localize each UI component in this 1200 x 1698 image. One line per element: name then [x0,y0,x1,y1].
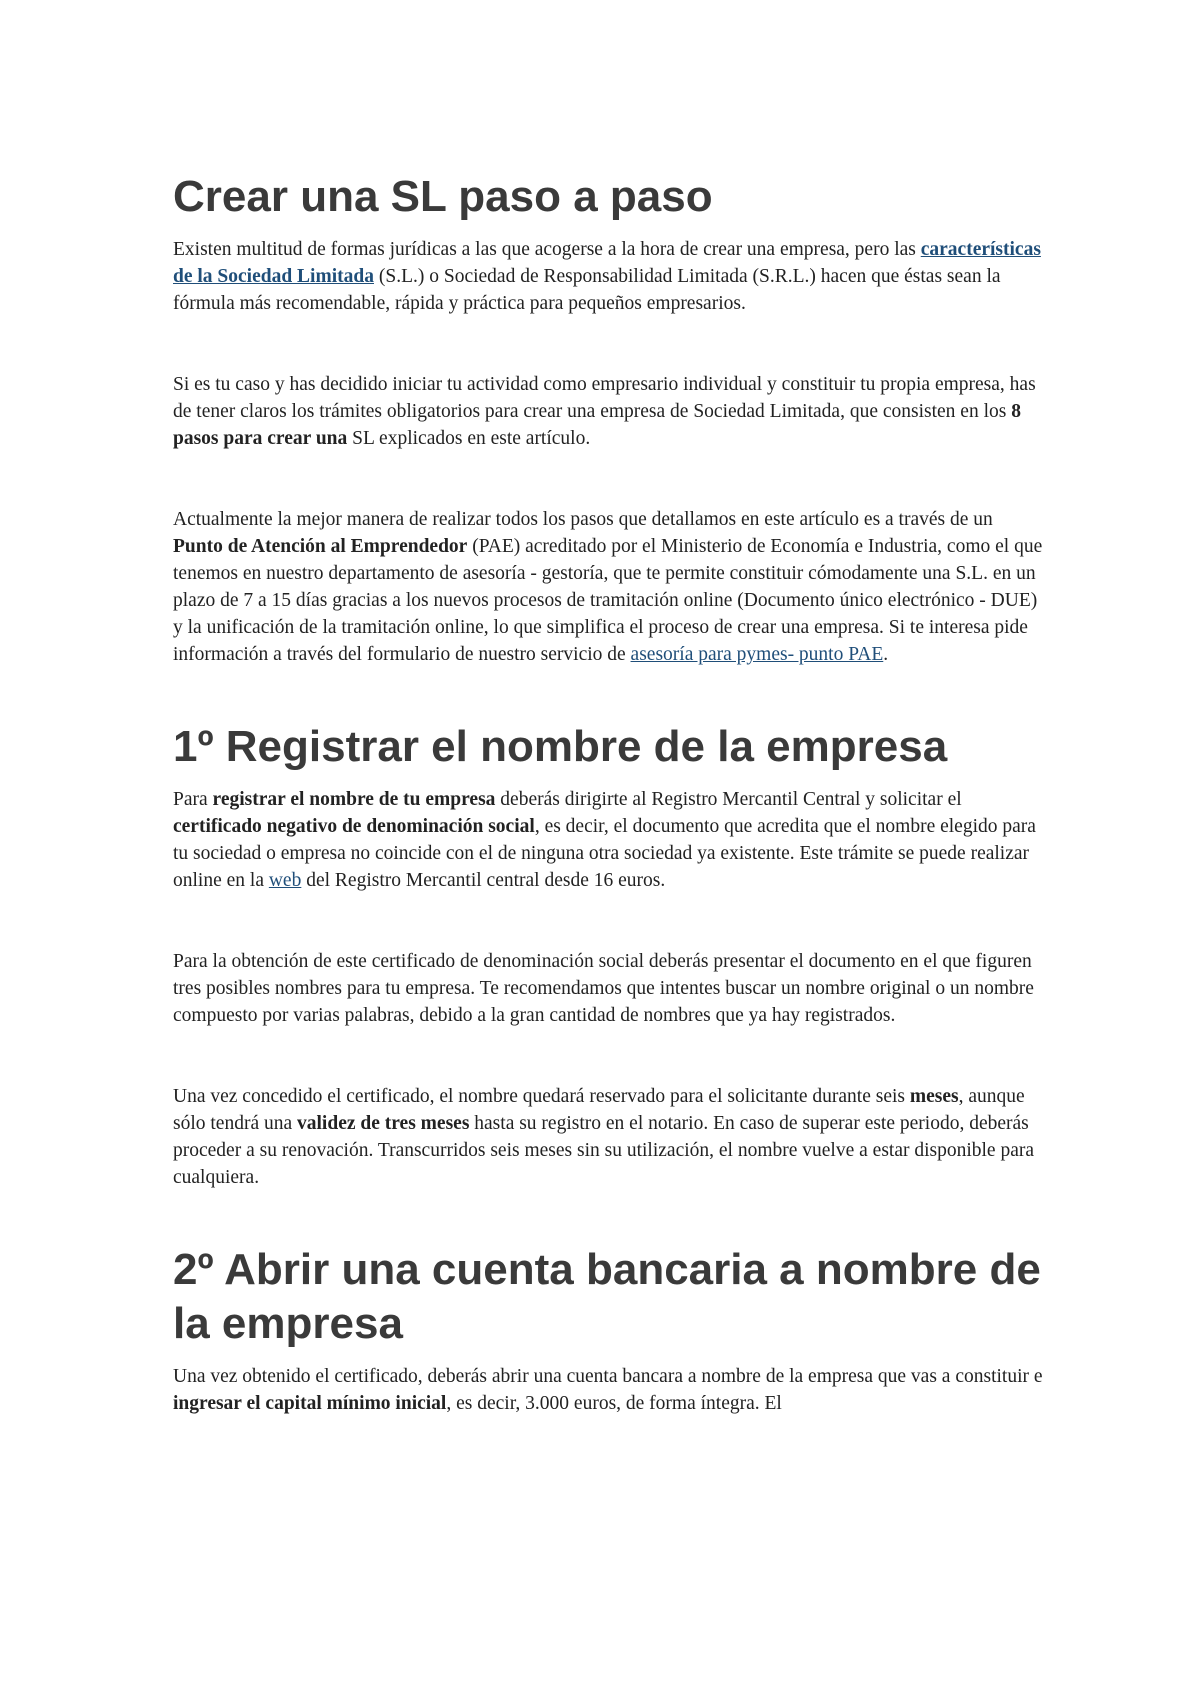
spacer [173,452,1043,506]
intro-paragraph-1 [173,236,1043,317]
bold-run: 8 pasos para crear una [173,401,1021,449]
text-run: Para la obtención de este certificado de denominación social deberás presentar el documento en el que figuren tres posibles nombres para tu empresa. Te recomendamos que intentes buscar un nombre original o un nombre compuesto por varias palabras, debido a la gran cantidad de nombres que ya hay registrados. [173,951,1034,1026]
link-registro-web[interactable]: web [268,870,302,891]
section-1-paragraph-1 [173,786,1043,894]
text-run: Si es tu caso y has decidido iniciar tu actividad como empresario individual y constituir tu propia empresa, has de tener claros los trámites obligatorios para crear una empresa de Sociedad Limitada, que consisten en los [173,374,1036,422]
bold-run: meses [909,1086,959,1107]
section-1-paragraph-2 [173,948,1043,1029]
spacer [173,1029,1043,1083]
text-run: Una vez concedido el certificado, el nombre quedará reservado para el solicitante durante seis [173,1086,910,1107]
spacer [173,894,1043,948]
text-run: . [883,644,889,665]
bold-run: certificado negativo de denominación social [173,816,535,837]
section-2-paragraph-1 [173,1363,1043,1417]
bold-run: validez de tres meses [297,1113,470,1134]
spacer [173,317,1043,371]
link-caracteristicas-sl[interactable]: características de la Sociedad Limitada [173,239,1041,287]
intro-paragraph-3 [173,506,1043,668]
section-1-paragraph-3 [173,1083,1043,1191]
text-run: Actualmente la mejor manera de realizar todos los pasos que detallamos en este artículo es a través de un [173,509,993,530]
document-page [173,170,1043,1417]
text-run: del Registro Mercantil central desde 16 euros. [301,870,666,891]
bold-run: registrar el nombre de tu empresa [212,789,496,810]
text-run: , es decir, 3.000 euros, de forma íntegra. El [446,1393,782,1414]
text-run: Para [173,789,213,810]
page-title: Crear una SL paso a paso [173,172,713,221]
text-run: (PAE) acreditado por el Ministerio de Economía e Industria, como el que tenemos en nuestro departamento de asesoría - gestoría, que te permite constituir cómodamente una S.L. en un plazo de 7 a 15 días gracias a los nuevos procesos de tramitación online (Documento único electrónico - DUE) y la unificación de la tramitación online, lo que simplifica el proceso de crear una empresa. Si te interesa pide información a través del formulario de nuestro servicio de [173,536,1043,665]
text-run: deberás dirigirte al Registro Mercantil Central y solicitar el [495,789,962,810]
spacer [173,1191,1043,1243]
text-run: hasta su registro en el notario. En caso de superar este periodo, deberás proceder a su renovación. Transcurridos seis meses sin su utilización, el nombre vuelve a estar disponible para cualquiera. [173,1113,1035,1188]
link-asesoria-pymes[interactable]: asesoría para pymes- punto PAE [630,644,884,665]
intro-paragraph-2 [173,371,1043,452]
section-heading-2: 2º Abrir una cuenta bancaria a nombre de la empresa [173,1245,1041,1348]
bold-run: Punto de Atención al Emprendedor [173,536,468,557]
spacer [173,668,1043,720]
text-run: , es decir, el documento que acredita que el nombre elegido para tu sociedad o empresa no coincide con el de ninguna otra sociedad ya existente. Este trámite se puede realizar online en la [173,816,1036,891]
text-run: Una vez obtenido el certificado, deberás abrir una cuenta bancara a nombre de la empresa que vas a constituir e [173,1366,1043,1387]
text-run: (S.L.) o Sociedad de Responsabilidad Limitada (S.R.L.) hacen que éstas sean la fórmula más recomendable, rápida y práctica para pequeños empresarios. [173,266,1001,314]
text-run: SL explicados en este artículo. [347,428,591,449]
text-run: , aunque sólo tendrá una [173,1086,1025,1134]
bold-run: ingresar el capital mínimo inicial [173,1393,447,1414]
text-run: Existen multitud de formas jurídicas a las que acogerse a la hora de crear una empresa, pero las [173,239,921,260]
section-heading-1: 1º Registrar el nombre de la empresa [173,722,948,771]
